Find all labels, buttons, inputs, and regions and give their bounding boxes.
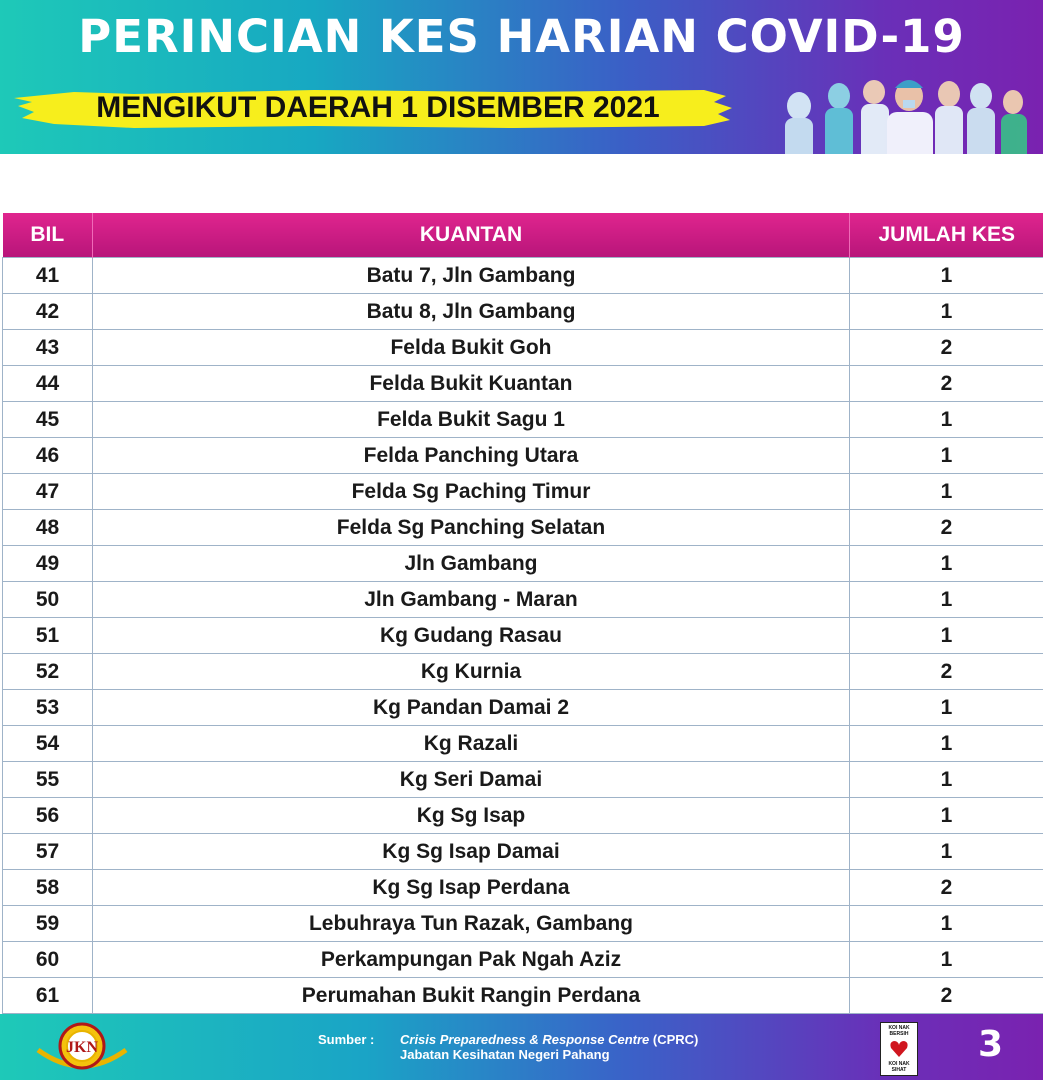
table-row	[3, 258, 1043, 294]
jkn-logo	[34, 1020, 130, 1076]
cell-location: Jln Gambang - Maran	[93, 582, 850, 618]
cell-location: Felda Sg Paching Timur	[93, 474, 850, 510]
header-banner	[0, 0, 1043, 158]
page-number: 3	[978, 1024, 1004, 1065]
cell-bil: 48	[3, 510, 93, 546]
cell-case-count: 1	[850, 726, 1043, 762]
table-row	[3, 906, 1043, 942]
table-row	[3, 330, 1043, 366]
cell-location: Kg Sg Isap	[93, 798, 850, 834]
table-row	[3, 510, 1043, 546]
table-row	[3, 474, 1043, 510]
cell-bil: 41	[3, 258, 93, 294]
cell-bil: 42	[3, 294, 93, 330]
cell-bil: 55	[3, 762, 93, 798]
table-row	[3, 618, 1043, 654]
page-title: PERINCIAN KES HARIAN COVID-19	[78, 10, 965, 63]
medical-staff-illustration	[769, 66, 1039, 158]
table-row	[3, 294, 1043, 330]
source-abbreviation: (CPRC)	[649, 1032, 699, 1047]
cell-bil: 45	[3, 402, 93, 438]
cell-bil: 53	[3, 690, 93, 726]
cell-location: Perumahan Bukit Rangin Perdana	[93, 978, 850, 1014]
badge-bottom-text: KOI NAK SIHAT	[888, 1061, 910, 1073]
cell-bil: 50	[3, 582, 93, 618]
cell-bil: 54	[3, 726, 93, 762]
cell-location: Kg Seri Damai	[93, 762, 850, 798]
table-row	[3, 654, 1043, 690]
cell-bil: 57	[3, 834, 93, 870]
table-row	[3, 978, 1043, 1014]
cell-bil: 44	[3, 366, 93, 402]
table-row	[3, 726, 1043, 762]
table-row	[3, 870, 1043, 906]
cell-case-count: 1	[850, 438, 1043, 474]
cell-location: Lebuhraya Tun Razak, Gambang	[93, 906, 850, 942]
cell-location: Perkampungan Pak Ngah Aziz	[93, 942, 850, 978]
covid-cases-table	[2, 213, 1043, 1014]
cell-bil: 46	[3, 438, 93, 474]
cell-bil: 49	[3, 546, 93, 582]
cell-location: Kg Sg Isap Perdana	[93, 870, 850, 906]
cell-case-count: 2	[850, 510, 1043, 546]
table-row	[3, 762, 1043, 798]
cell-case-count: 1	[850, 474, 1043, 510]
koi-nak-sihat-badge	[880, 1022, 918, 1076]
cell-location: Felda Panching Utara	[93, 438, 850, 474]
cell-case-count: 1	[850, 258, 1043, 294]
cell-bil: 61	[3, 978, 93, 1014]
cell-case-count: 1	[850, 618, 1043, 654]
table-header-row	[3, 213, 1043, 258]
cell-location: Jln Gambang	[93, 546, 850, 582]
cell-location: Kg Sg Isap Damai	[93, 834, 850, 870]
cell-location: Kg Kurnia	[93, 654, 850, 690]
cell-case-count: 1	[850, 834, 1043, 870]
table-row	[3, 798, 1043, 834]
cell-case-count: 2	[850, 978, 1043, 1014]
banner-wave-divider	[0, 154, 1043, 214]
table-row	[3, 834, 1043, 870]
table-row	[3, 690, 1043, 726]
cell-bil: 47	[3, 474, 93, 510]
footer-bar	[0, 1014, 1043, 1080]
table-row	[3, 402, 1043, 438]
cell-case-count: 2	[850, 654, 1043, 690]
cell-location: Felda Bukit Goh	[93, 330, 850, 366]
cell-case-count: 2	[850, 870, 1043, 906]
source-name: Crisis Preparedness & Response Centre	[400, 1032, 650, 1047]
cell-location: Kg Razali	[93, 726, 850, 762]
logo-text: JKN	[66, 1039, 98, 1056]
cell-location: Felda Bukit Sagu 1	[93, 402, 850, 438]
cell-location: Batu 8, Jln Gambang	[93, 294, 850, 330]
cell-case-count: 1	[850, 762, 1043, 798]
cell-case-count: 1	[850, 402, 1043, 438]
column-header-bil: BIL	[3, 213, 93, 258]
column-header-jumlah-kes: JUMLAH KES	[850, 213, 1043, 258]
cell-bil: 52	[3, 654, 93, 690]
source-department: Jabatan Kesihatan Negeri Pahang	[400, 1047, 610, 1062]
table-row	[3, 366, 1043, 402]
cell-case-count: 1	[850, 942, 1043, 978]
table-row	[3, 582, 1043, 618]
cell-case-count: 2	[850, 330, 1043, 366]
cell-bil: 59	[3, 906, 93, 942]
heart-icon	[889, 1039, 909, 1059]
cell-location: Felda Bukit Kuantan	[93, 366, 850, 402]
cell-bil: 56	[3, 798, 93, 834]
cell-location: Kg Gudang Rasau	[93, 618, 850, 654]
cell-case-count: 1	[850, 906, 1043, 942]
cell-location: Kg Pandan Damai 2	[93, 690, 850, 726]
cell-case-count: 1	[850, 582, 1043, 618]
cell-case-count: 1	[850, 690, 1043, 726]
source-organisation	[400, 1032, 698, 1047]
cell-bil: 51	[3, 618, 93, 654]
cell-case-count: 1	[850, 798, 1043, 834]
cell-case-count: 1	[850, 546, 1043, 582]
cell-location: Batu 7, Jln Gambang	[93, 258, 850, 294]
cell-bil: 60	[3, 942, 93, 978]
cell-case-count: 1	[850, 294, 1043, 330]
table-row	[3, 438, 1043, 474]
page-subtitle: MENGIKUT DAERAH 1 DISEMBER 2021	[96, 91, 660, 124]
badge-top-text: KOI NAK BERSIH	[888, 1025, 910, 1037]
cell-case-count: 2	[850, 366, 1043, 402]
table-row	[3, 942, 1043, 978]
table-row	[3, 546, 1043, 582]
cell-location: Felda Sg Panching Selatan	[93, 510, 850, 546]
source-label: Sumber :	[318, 1032, 375, 1047]
cell-bil: 43	[3, 330, 93, 366]
table-body	[3, 258, 1043, 1014]
cell-bil: 58	[3, 870, 93, 906]
column-header-kuantan: KUANTAN	[93, 213, 850, 258]
